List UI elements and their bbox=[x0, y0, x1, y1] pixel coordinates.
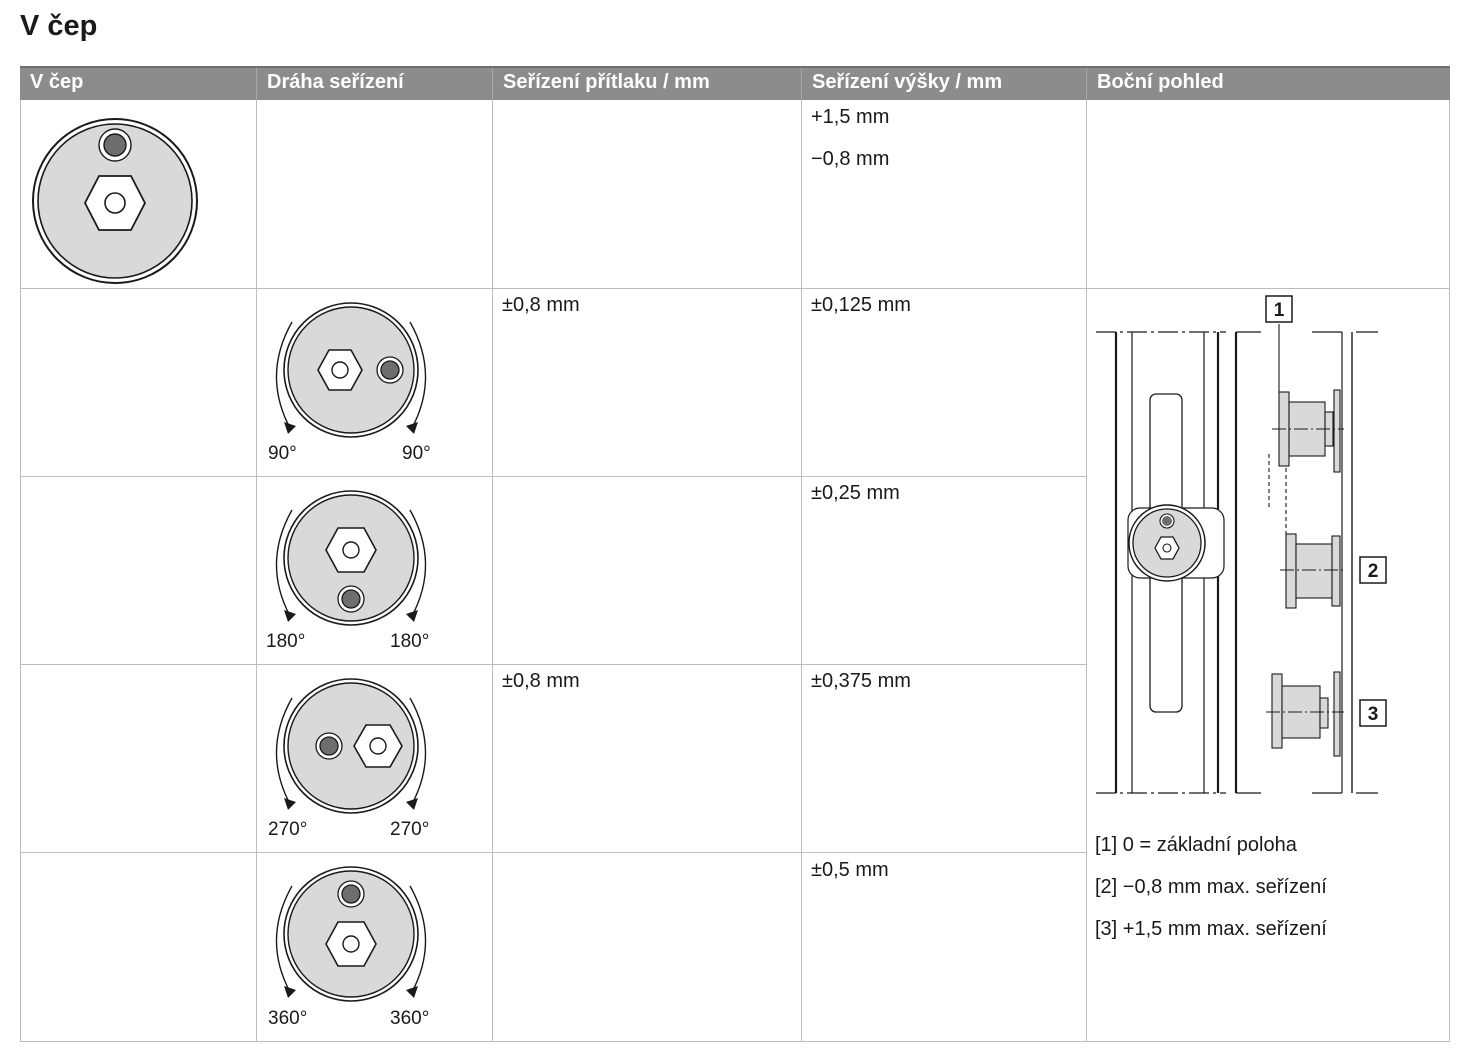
callout-1: 1 bbox=[1273, 300, 1285, 321]
header-cell-pritlak: Seřízení přítlaku / mm bbox=[492, 66, 801, 100]
height-value: ±0,5 mm bbox=[811, 859, 889, 881]
height-value: ±0,25 mm bbox=[811, 482, 900, 504]
height-value-min: −0,8 mm bbox=[811, 148, 890, 170]
grid-hline bbox=[20, 476, 1086, 477]
callout-2: 2 bbox=[1367, 561, 1379, 582]
callout-3: 3 bbox=[1367, 704, 1379, 725]
header-cell-v-cep: V čep bbox=[20, 66, 256, 100]
header-cell-vyska: Seřízení výšky / mm bbox=[801, 66, 1086, 100]
angle-label-right: 360° bbox=[390, 1008, 430, 1029]
grid-vline bbox=[20, 100, 21, 1042]
pressure-value: ±0,8 mm bbox=[502, 294, 580, 316]
legend-item: [2] −0,8 mm max. seřízení bbox=[1095, 876, 1327, 898]
rotation-disc-270 bbox=[266, 676, 436, 826]
angle-label-left: 270° bbox=[268, 819, 308, 840]
height-value: ±0,125 mm bbox=[811, 294, 911, 316]
height-value-max: +1,5 mm bbox=[811, 106, 890, 128]
adjustment-table bbox=[20, 66, 1450, 1042]
angle-label-left: 180° bbox=[266, 631, 306, 652]
rotation-disc-360 bbox=[266, 864, 436, 1014]
legend-item: [3] +1,5 mm max. seřízení bbox=[1095, 918, 1327, 940]
v-pin-front-view bbox=[30, 116, 210, 286]
angle-label-left: 360° bbox=[268, 1008, 308, 1029]
page-title: V čep bbox=[20, 10, 98, 42]
header-cell-draha: Dráha seřízení bbox=[256, 66, 492, 100]
side-view-drawing bbox=[1086, 288, 1450, 828]
header-cell-bocni: Boční pohled bbox=[1086, 66, 1450, 100]
rotation-disc-90 bbox=[266, 300, 436, 450]
angle-label-left: 90° bbox=[268, 443, 297, 464]
grid-hline bbox=[20, 852, 1086, 853]
height-value: ±0,375 mm bbox=[811, 670, 911, 692]
grid-vline bbox=[492, 100, 493, 1042]
rotation-disc-180 bbox=[266, 488, 436, 638]
angle-label-right: 90° bbox=[402, 443, 431, 464]
angle-label-right: 270° bbox=[390, 819, 430, 840]
grid-vline bbox=[801, 100, 802, 1042]
grid-hline bbox=[20, 664, 1086, 665]
header-top-rule bbox=[20, 66, 1450, 68]
legend-item: [1] 0 = základní poloha bbox=[1095, 834, 1297, 856]
grid-hline bbox=[20, 1041, 1450, 1042]
pressure-value: ±0,8 mm bbox=[502, 670, 580, 692]
grid-vline bbox=[256, 100, 257, 1042]
angle-label-right: 180° bbox=[390, 631, 430, 652]
